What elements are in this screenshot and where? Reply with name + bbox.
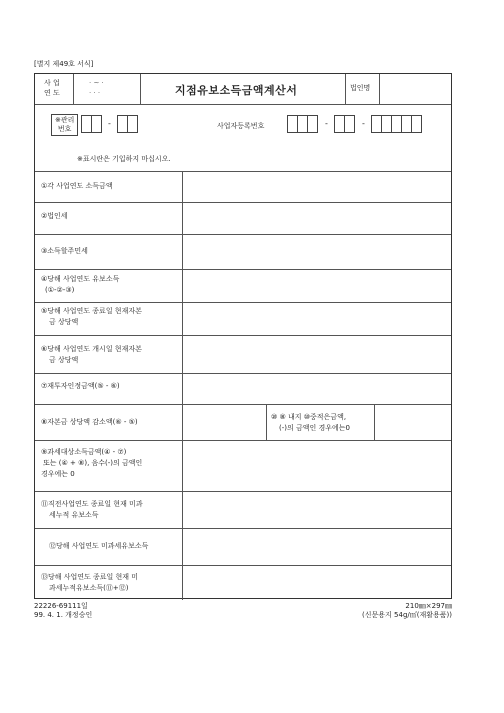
item-8-line1: ⑧자본금 상당액 감소액(⑥ - ⑤) bbox=[41, 418, 138, 426]
item-12-line1: ⑫당해 사업연도 미과세유보소득 bbox=[49, 542, 149, 550]
item-4-line2: (①-②-③) bbox=[45, 286, 75, 294]
mgmt-no-dash: - bbox=[108, 119, 111, 128]
item-5-line1: ⑤당해 사업연도 종료일 현재자본 bbox=[41, 307, 142, 315]
item-5-line2: 금 상당액 bbox=[49, 318, 79, 326]
item-2-line1: ②법인세 bbox=[41, 212, 68, 220]
period-label bbox=[44, 78, 60, 98]
item-3-line1: ③소득할주민세 bbox=[41, 247, 88, 255]
item-6-label bbox=[41, 344, 142, 366]
item-9-line2: 또는 (④ + ⑧), 음수(-)의 금액인 bbox=[43, 459, 143, 467]
item-8-label bbox=[41, 417, 138, 428]
item-8-note-line2: (-)의 금액인 경우에는0 bbox=[279, 424, 350, 432]
mgmt-no-label bbox=[51, 114, 78, 136]
item-11-label bbox=[41, 499, 143, 521]
item-2-value[interactable] bbox=[184, 204, 449, 230]
item-9-line1: ⑨과세대상소득금액(④ - ⑦) bbox=[41, 448, 127, 456]
item-8-note-line1: ⑩ ⑧ 내지 ⑩중적은금액, bbox=[271, 413, 347, 421]
item-3-label bbox=[41, 246, 88, 257]
biz-reg-field[interactable] bbox=[287, 115, 453, 135]
item-7-line1: ⑦재투자인정금액(⑤ - ⑥) bbox=[41, 382, 120, 390]
item-6-line1: ⑥당해 사업연도 개시일 현재자본 bbox=[41, 345, 142, 353]
item-2-label bbox=[41, 211, 68, 222]
item-9-value[interactable] bbox=[184, 442, 449, 488]
mgmt-no-label-line1: ※관리 bbox=[55, 116, 75, 124]
item-9-label bbox=[41, 447, 142, 480]
corp-name-label: 법인명 bbox=[350, 84, 371, 92]
period-label-line1: 사 업 bbox=[44, 79, 60, 87]
footer-code: 22226-69111일 bbox=[34, 602, 88, 610]
mgmt-no-field[interactable] bbox=[81, 115, 181, 135]
item-4-line1: ④당해 사업연도 유보소득 bbox=[41, 275, 120, 283]
item-4-value[interactable] bbox=[184, 271, 449, 299]
biz-reg-dash-2: - bbox=[362, 119, 365, 128]
item-4-label bbox=[41, 274, 119, 296]
item-11-line2: 세누적 유보소득 bbox=[49, 511, 99, 519]
item-7-label bbox=[41, 381, 120, 392]
item-13-line2: 과세누적유보소득(⑪+⑫) bbox=[49, 584, 129, 592]
item-10-value[interactable] bbox=[376, 406, 450, 436]
period-values[interactable] bbox=[89, 78, 104, 98]
footer-paper: (신문용지 54g/㎡(재활용품)) bbox=[362, 611, 452, 619]
item-1-label bbox=[41, 181, 113, 192]
corp-name-field[interactable] bbox=[381, 76, 449, 102]
period-label-line2: 연 도 bbox=[44, 89, 60, 97]
form-frame bbox=[34, 73, 452, 599]
item-8-value[interactable] bbox=[184, 406, 264, 436]
item-6-line2: 금 상당액 bbox=[49, 356, 79, 364]
biz-reg-dash-1: - bbox=[325, 119, 328, 128]
item-5-value[interactable] bbox=[184, 304, 449, 332]
form-title: 지점유보소득금액계산서 bbox=[175, 84, 298, 97]
notice-text: ※표시란은 기입하지 마십시오. bbox=[77, 155, 171, 163]
period-values-line2: · · · bbox=[89, 89, 101, 97]
footer-right bbox=[362, 602, 452, 620]
biz-reg-label: 사업자등록번호 bbox=[217, 122, 265, 130]
item-13-line1: ⑬당해 사업연도 종료일 현재 미 bbox=[41, 573, 139, 581]
item-1-value[interactable] bbox=[184, 173, 449, 199]
item-13-label bbox=[41, 572, 138, 594]
item-9-line3: 경우에는 0 bbox=[41, 470, 75, 478]
item-13-value[interactable] bbox=[184, 567, 449, 597]
period-values-line1: · ~ · bbox=[89, 79, 104, 87]
item-3-value[interactable] bbox=[184, 236, 449, 266]
item-11-value[interactable] bbox=[184, 493, 449, 525]
footer-left bbox=[34, 602, 92, 620]
form-number: [별지 제49호 서식] bbox=[34, 60, 94, 68]
footer-approval: 99. 4. 1. 개정승인 bbox=[34, 611, 93, 619]
mgmt-no-label-line2: 번호 bbox=[57, 125, 72, 133]
item-7-value[interactable] bbox=[184, 375, 449, 401]
item-11-line1: ⑪직전사업연도 종료일 현재 미과 bbox=[41, 500, 143, 508]
footer-size: 210㎜×297㎜ bbox=[405, 602, 452, 610]
item-12-label bbox=[49, 541, 148, 552]
item-12-value[interactable] bbox=[184, 530, 449, 562]
item-1-line1: ①각 사업연도 소득금액 bbox=[41, 182, 113, 190]
item-5-label bbox=[41, 306, 142, 328]
item-8-note bbox=[271, 412, 350, 434]
item-6-value[interactable] bbox=[184, 337, 449, 370]
